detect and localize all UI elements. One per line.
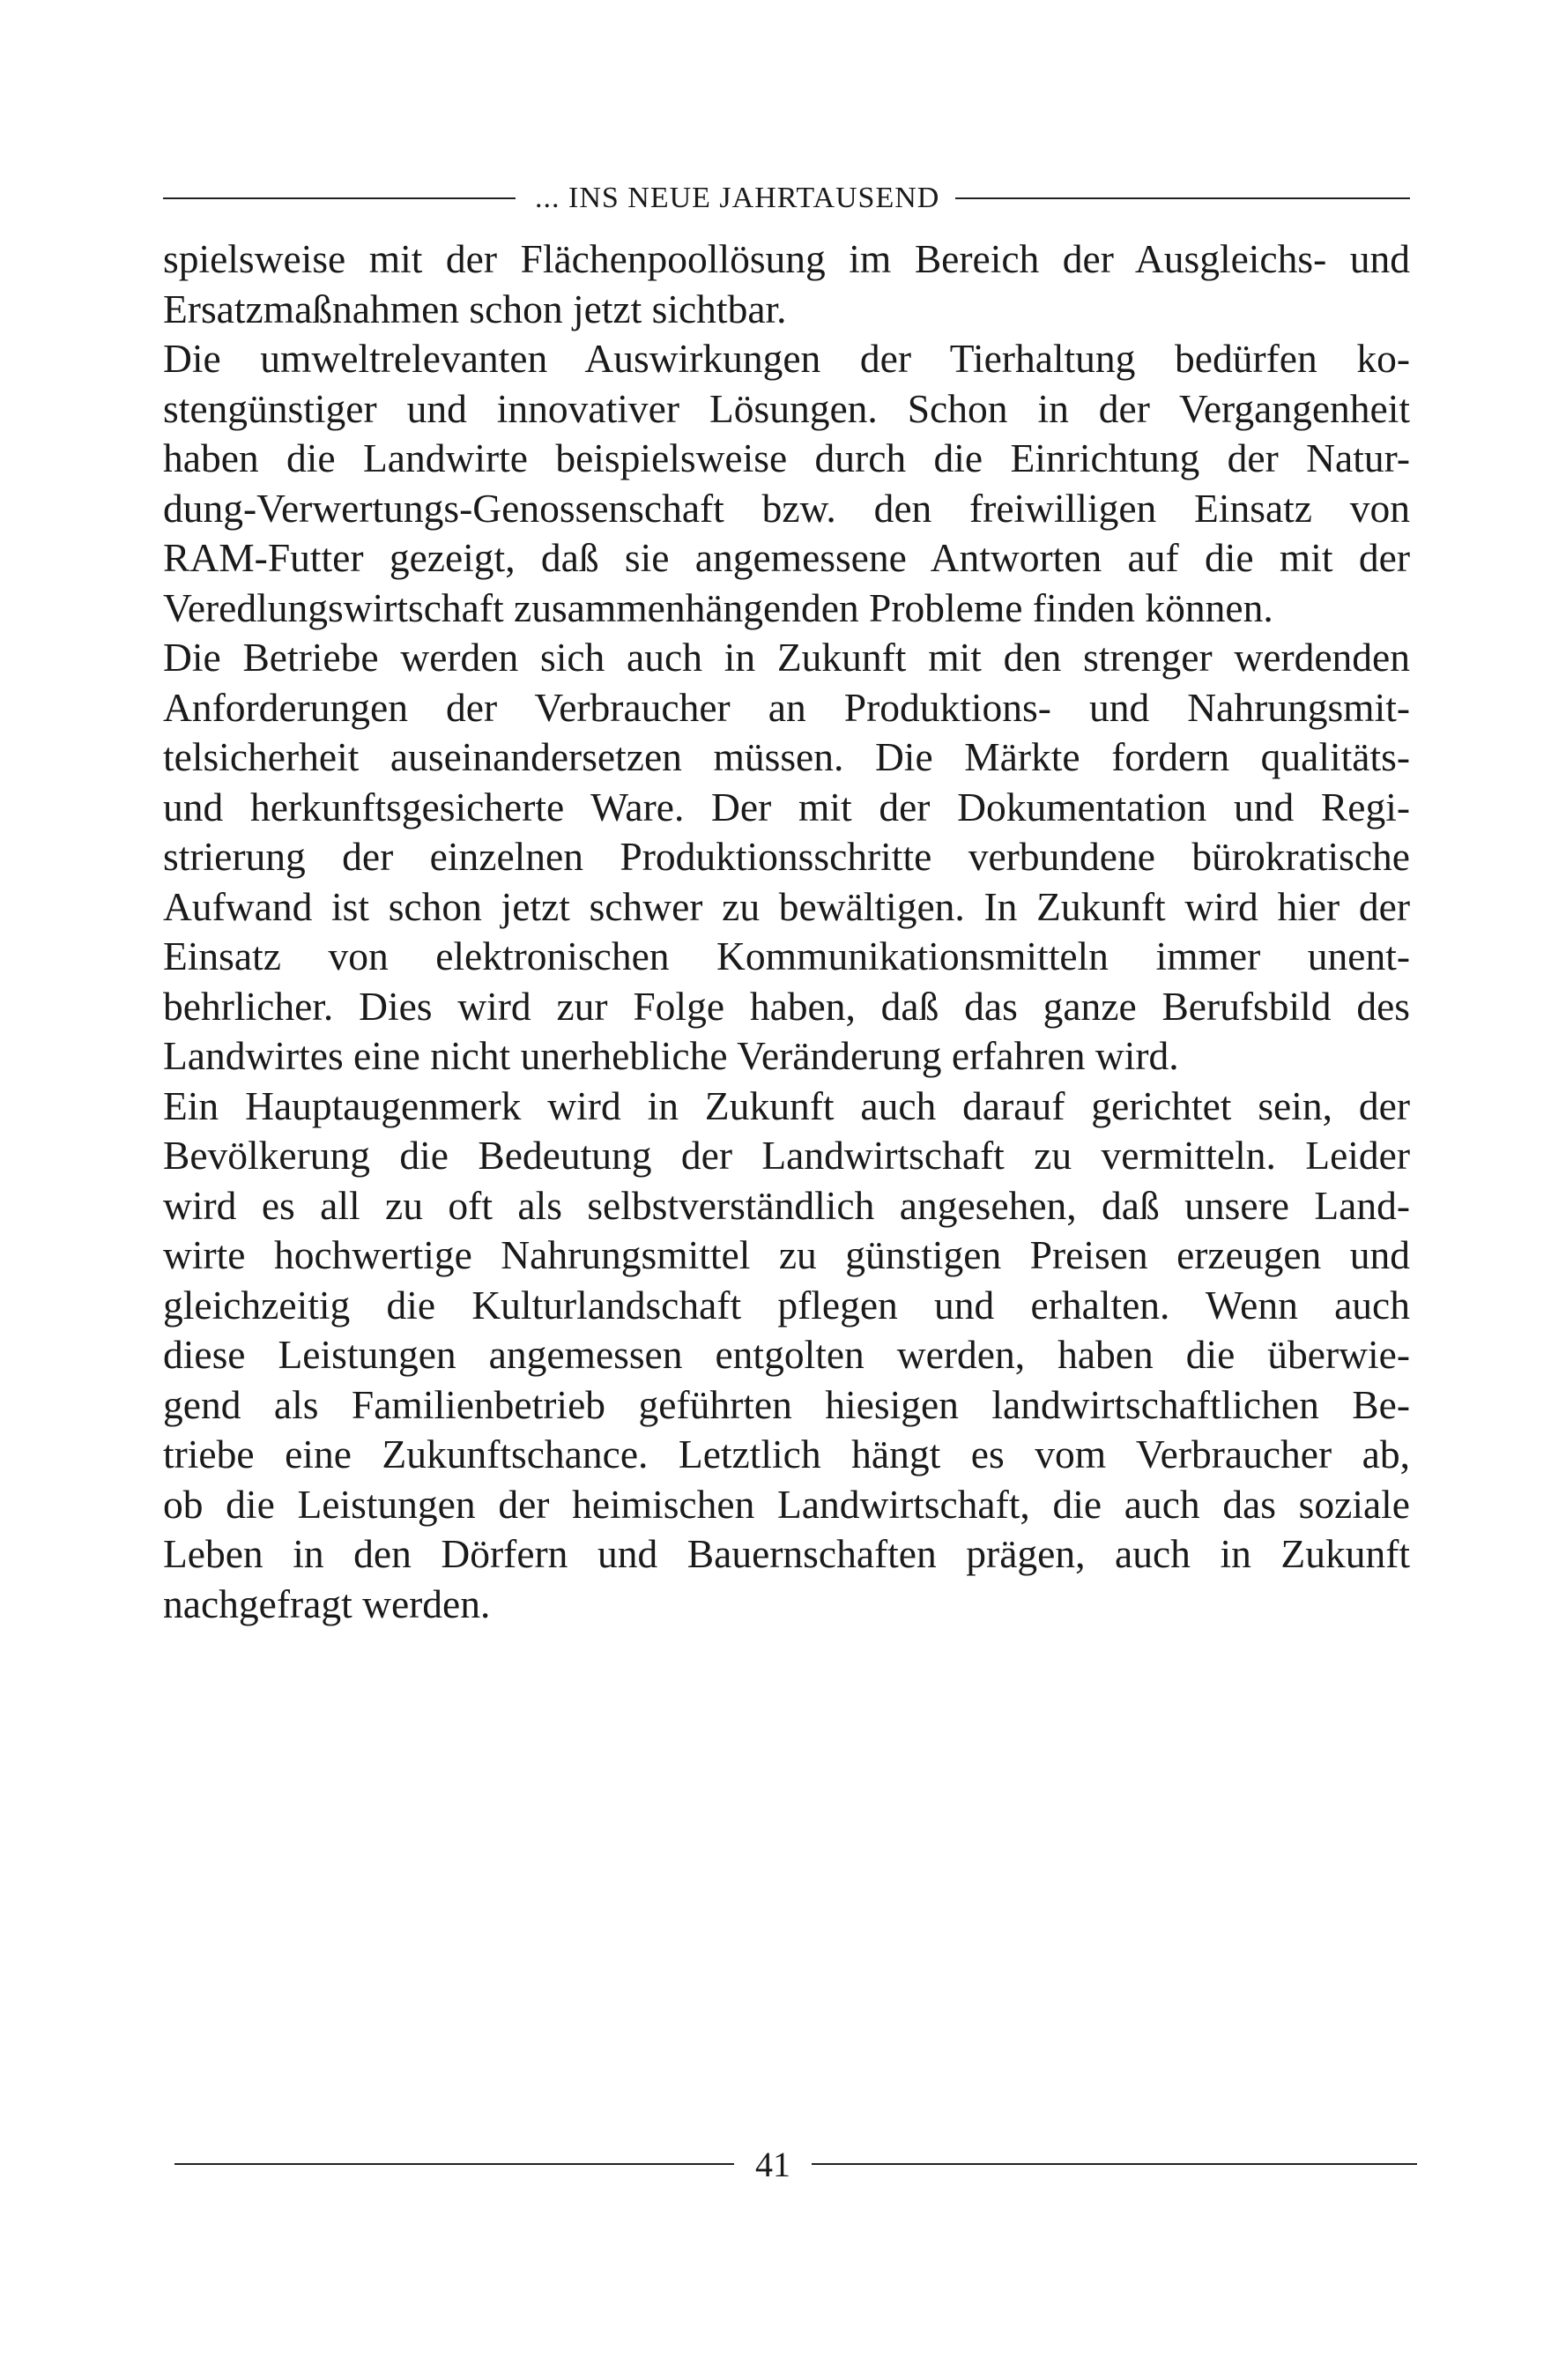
text-line: triebe eine Zukunftschance. Letztlich hängt es vom Verbraucher ab,	[163, 1432, 1410, 1476]
text-line: strierung der einzelnen Produktionsschritte verbundene bürokratische	[163, 834, 1410, 879]
text-line: Landwirtes eine nicht unerhebliche Veränderung erfahren wird.	[163, 1033, 1179, 1078]
header-rule-left	[163, 197, 516, 199]
text-line: spielsweise mit der Flächenpoollösung im Bereich der Ausgleichs- und	[163, 236, 1410, 281]
running-header	[163, 181, 1410, 216]
text-line: Aufwand ist schon jetzt schwer zu bewältigen. In Zukunft wird hier der	[163, 883, 1410, 929]
text-line: Ersatzmaßnahmen schon jetzt sichtbar.	[163, 286, 787, 331]
paragraph	[163, 334, 1410, 633]
text-line: Leben in den Dörfern und Bauernschaften prägen, auch in Zukunft	[163, 1531, 1410, 1576]
text-line: wirte hochwertige Nahrungsmittel zu günstigen Preisen erzeugen und	[163, 1232, 1410, 1277]
page-number: 41	[755, 2144, 790, 2184]
footer-rule-left	[174, 2163, 734, 2165]
paragraph	[163, 633, 1410, 1082]
page-footer	[174, 2142, 1417, 2186]
text-line: wird es all zu oft als selbstverständlich angesehen, daß unsere Land-	[163, 1182, 1410, 1228]
paragraph	[163, 1082, 1410, 1630]
text-line: dung-Verwertungs-Genossenschaft bzw. den freiwilligen Einsatz von	[163, 485, 1410, 531]
header-rule-right	[955, 197, 1410, 199]
body-text	[163, 234, 1410, 1629]
running-title: ... INS NEUE JAHRTAUSEND	[535, 182, 940, 214]
text-line: und herkunftsgesicherte Ware. Der mit der Dokumentation und Regi-	[163, 784, 1410, 829]
text-line: Bevölkerung die Bedeutung der Landwirtschaft zu vermitteln. Leider	[163, 1133, 1410, 1178]
text-line: diese Leistungen angemessen entgolten werden, haben die überwie-	[163, 1332, 1410, 1377]
text-line: haben die Landwirte beispielsweise durch die Einrichtung der Natur-	[163, 435, 1410, 480]
text-line: Einsatz von elektronischen Kommunikationsmitteln immer unent-	[163, 933, 1410, 978]
text-line: Die umweltrelevanten Auswirkungen der Tierhaltung bedürfen ko-	[163, 336, 1410, 381]
text-line: Veredlungswirtschaft zusammenhängenden Probleme finden können.	[163, 584, 1273, 630]
text-line: RAM-Futter gezeigt, daß sie angemessene Antworten auf die mit der	[163, 535, 1410, 580]
text-line: Ein Hauptaugenmerk wird in Zukunft auch darauf gerichtet sein, der	[163, 1082, 1410, 1128]
text-line: Anforderungen der Verbraucher an Produktions- und Nahrungsmit-	[163, 684, 1410, 730]
text-line: gleichzeitig die Kulturlandschaft pflegen und erhalten. Wenn auch	[163, 1282, 1410, 1328]
footer-rule-right	[812, 2163, 1417, 2165]
text-line: stengünstiger und innovativer Lösungen. Schon in der Vergangenheit	[163, 385, 1410, 431]
text-line: telsicherheit auseinandersetzen müssen. Die Märkte fordern qualitäts-	[163, 734, 1410, 779]
text-line: gend als Familienbetrieb geführten hiesigen landwirtschaftlichen Be-	[163, 1381, 1410, 1427]
text-line: ob die Leistungen der heimischen Landwirtschaft, die auch das soziale	[163, 1481, 1410, 1527]
text-line: nachgefragt werden.	[163, 1580, 491, 1626]
paragraph	[163, 234, 1410, 334]
text-line: behrlicher. Dies wird zur Folge haben, daß das ganze Berufsbild des	[163, 983, 1410, 1029]
text-line: Die Betriebe werden sich auch in Zukunft mit den strenger werdenden	[163, 635, 1410, 680]
